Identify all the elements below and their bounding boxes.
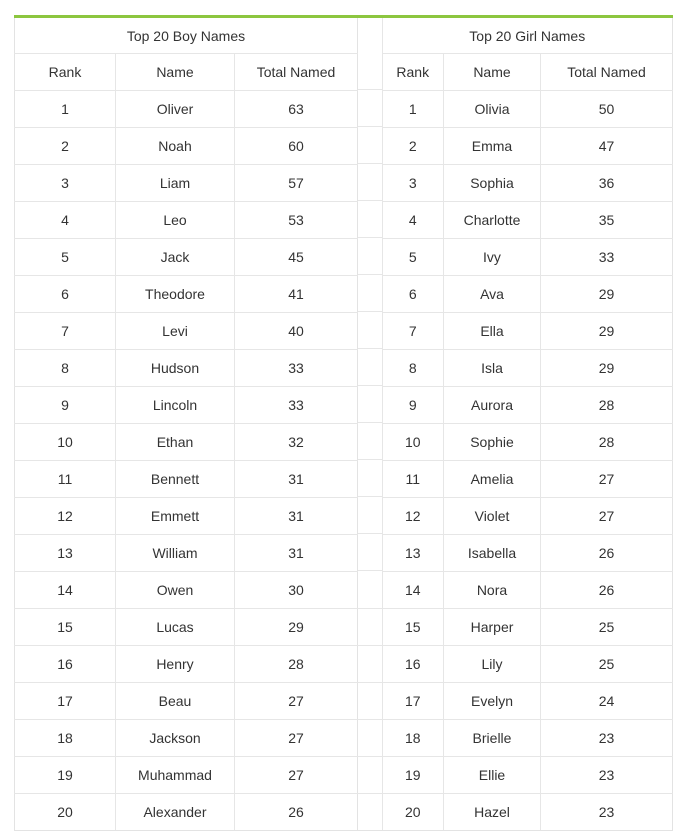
table-gap-row xyxy=(358,201,382,238)
name-cell: Lucas xyxy=(116,609,235,646)
rank-cell: 3 xyxy=(15,165,116,202)
table-gap-cell xyxy=(358,645,382,682)
boy-names-header-row xyxy=(15,54,358,91)
rank-cell: 7 xyxy=(15,313,116,350)
name-cell: Ellie xyxy=(444,757,541,794)
total-cell: 23 xyxy=(541,757,673,794)
rank-cell: 14 xyxy=(383,572,444,609)
name-cell: Sophie xyxy=(444,424,541,461)
rank-cell: 17 xyxy=(383,683,444,720)
rank-cell: 17 xyxy=(15,683,116,720)
column-header-total: Total Named xyxy=(235,54,358,91)
table-gap-cell xyxy=(358,349,382,386)
total-cell: 27 xyxy=(541,461,673,498)
table-gap-cell xyxy=(358,423,382,460)
table-gap-row xyxy=(358,423,382,460)
girl-names-body xyxy=(383,91,673,831)
table-gap-row xyxy=(358,719,382,756)
table-row xyxy=(383,609,673,646)
rank-cell: 16 xyxy=(15,646,116,683)
table-gap-cell xyxy=(358,719,382,756)
table-gap-row xyxy=(358,460,382,497)
name-cell: Muhammad xyxy=(116,757,235,794)
name-cell: Aurora xyxy=(444,387,541,424)
table-gap-cell xyxy=(358,793,382,830)
name-cell: Hazel xyxy=(444,794,541,831)
rank-cell: 10 xyxy=(383,424,444,461)
table-gap-cell xyxy=(358,312,382,349)
name-cell: Sophia xyxy=(444,165,541,202)
total-cell: 28 xyxy=(235,646,358,683)
total-cell: 33 xyxy=(235,350,358,387)
table-gap-row xyxy=(358,682,382,719)
rank-cell: 20 xyxy=(15,794,116,831)
column-header-total: Total Named xyxy=(541,54,673,91)
table-gap-row xyxy=(358,349,382,386)
name-cell: Isla xyxy=(444,350,541,387)
rank-cell: 19 xyxy=(15,757,116,794)
rank-cell: 16 xyxy=(383,646,444,683)
rank-cell: 12 xyxy=(383,498,444,535)
table-row xyxy=(15,498,358,535)
total-cell: 23 xyxy=(541,720,673,757)
table-gap-row xyxy=(358,386,382,423)
total-cell: 27 xyxy=(541,498,673,535)
total-cell: 25 xyxy=(541,646,673,683)
table-row xyxy=(15,165,358,202)
table-gap-row xyxy=(358,645,382,682)
table-row xyxy=(383,535,673,572)
total-cell: 31 xyxy=(235,498,358,535)
total-cell: 28 xyxy=(541,387,673,424)
name-cell: Emmett xyxy=(116,498,235,535)
table-row xyxy=(383,350,673,387)
total-cell: 31 xyxy=(235,535,358,572)
boy-names-body xyxy=(15,91,358,831)
total-cell: 29 xyxy=(235,609,358,646)
total-cell: 29 xyxy=(541,313,673,350)
rank-cell: 13 xyxy=(15,535,116,572)
boy-names-table xyxy=(14,18,358,830)
table-gap-row xyxy=(358,275,382,312)
rank-cell: 4 xyxy=(383,202,444,239)
total-cell: 27 xyxy=(235,757,358,794)
total-cell: 26 xyxy=(541,535,673,572)
table-gap-row xyxy=(358,497,382,534)
table-gap-cell xyxy=(358,534,382,571)
rank-cell: 19 xyxy=(383,757,444,794)
table-row xyxy=(383,239,673,276)
total-cell: 30 xyxy=(235,572,358,609)
name-cell: Levi xyxy=(116,313,235,350)
column-header-name: Name xyxy=(116,54,235,91)
column-header-rank: Rank xyxy=(15,54,116,91)
table-gap xyxy=(358,18,383,830)
table-row xyxy=(15,535,358,572)
table-row xyxy=(383,794,673,831)
name-cell: Olivia xyxy=(444,91,541,128)
tables-row xyxy=(14,18,673,831)
table-gap-cell xyxy=(358,756,382,793)
rank-cell: 5 xyxy=(15,239,116,276)
name-cell: Ava xyxy=(444,276,541,313)
table-gap-cell xyxy=(358,386,382,423)
girl-names-header-row xyxy=(383,54,673,91)
rank-cell: 2 xyxy=(383,128,444,165)
table-row xyxy=(383,165,673,202)
name-cell: Isabella xyxy=(444,535,541,572)
name-cell: Amelia xyxy=(444,461,541,498)
total-cell: 31 xyxy=(235,461,358,498)
table-row xyxy=(383,276,673,313)
table-gap-cell xyxy=(358,571,382,608)
total-cell: 33 xyxy=(235,387,358,424)
table-gap-row xyxy=(358,534,382,571)
table-gap-cell xyxy=(358,275,382,312)
rank-cell: 3 xyxy=(383,165,444,202)
name-cell: Brielle xyxy=(444,720,541,757)
rank-cell: 7 xyxy=(383,313,444,350)
name-cell: Bennett xyxy=(116,461,235,498)
rank-cell: 1 xyxy=(15,91,116,128)
name-cell: Nora xyxy=(444,572,541,609)
name-cell: Alexander xyxy=(116,794,235,831)
table-row xyxy=(15,461,358,498)
table-row xyxy=(383,91,673,128)
rank-cell: 2 xyxy=(15,128,116,165)
rank-cell: 8 xyxy=(15,350,116,387)
rank-cell: 5 xyxy=(383,239,444,276)
boy-names-caption: Top 20 Boy Names xyxy=(15,18,358,54)
table-gap-cell xyxy=(358,497,382,534)
table-gap-cell xyxy=(358,201,382,238)
table-gap-cell xyxy=(358,18,382,53)
table-row xyxy=(383,128,673,165)
total-cell: 24 xyxy=(541,683,673,720)
total-cell: 41 xyxy=(235,276,358,313)
table-gap-row xyxy=(358,571,382,608)
rank-cell: 11 xyxy=(383,461,444,498)
table-row xyxy=(15,683,358,720)
table-row xyxy=(383,424,673,461)
total-cell: 32 xyxy=(235,424,358,461)
girl-names-table xyxy=(383,18,674,830)
name-cell: Ella xyxy=(444,313,541,350)
name-cell: Charlotte xyxy=(444,202,541,239)
column-header-rank: Rank xyxy=(383,54,444,91)
name-cell: Ethan xyxy=(116,424,235,461)
table-row xyxy=(383,313,673,350)
table-row xyxy=(15,239,358,276)
table-gap-cell xyxy=(358,90,382,127)
rank-cell: 1 xyxy=(383,91,444,128)
name-cell: Beau xyxy=(116,683,235,720)
total-cell: 53 xyxy=(235,202,358,239)
table-gap-row xyxy=(358,90,382,127)
name-cell: Emma xyxy=(444,128,541,165)
table-row xyxy=(383,572,673,609)
name-cell: Evelyn xyxy=(444,683,541,720)
rank-cell: 6 xyxy=(383,276,444,313)
table-row xyxy=(15,313,358,350)
total-cell: 26 xyxy=(541,572,673,609)
table-gap-cell xyxy=(358,53,382,90)
table-gap-body xyxy=(358,53,382,830)
table-gap-row xyxy=(358,793,382,830)
names-table-container xyxy=(14,15,673,831)
table-row xyxy=(15,794,358,831)
table-gap-row xyxy=(358,164,382,201)
rank-cell: 9 xyxy=(15,387,116,424)
table-gap-cell xyxy=(358,682,382,719)
rank-cell: 20 xyxy=(383,794,444,831)
name-cell: Ivy xyxy=(444,239,541,276)
table-row xyxy=(15,609,358,646)
total-cell: 45 xyxy=(235,239,358,276)
table-row xyxy=(383,461,673,498)
rank-cell: 12 xyxy=(15,498,116,535)
rank-cell: 8 xyxy=(383,350,444,387)
name-cell: Owen xyxy=(116,572,235,609)
name-cell: Hudson xyxy=(116,350,235,387)
table-gap-row xyxy=(358,608,382,645)
total-cell: 28 xyxy=(541,424,673,461)
name-cell: Harper xyxy=(444,609,541,646)
total-cell: 47 xyxy=(541,128,673,165)
table-gap-cell xyxy=(358,127,382,164)
name-cell: Violet xyxy=(444,498,541,535)
rank-cell: 11 xyxy=(15,461,116,498)
table-gap-cell xyxy=(358,238,382,275)
table-row xyxy=(383,498,673,535)
table-row xyxy=(15,646,358,683)
total-cell: 29 xyxy=(541,350,673,387)
total-cell: 23 xyxy=(541,794,673,831)
name-cell: Jack xyxy=(116,239,235,276)
column-header-name: Name xyxy=(444,54,541,91)
table-gap-row xyxy=(358,53,382,90)
rank-cell: 14 xyxy=(15,572,116,609)
total-cell: 26 xyxy=(235,794,358,831)
rank-cell: 9 xyxy=(383,387,444,424)
total-cell: 33 xyxy=(541,239,673,276)
rank-cell: 18 xyxy=(15,720,116,757)
name-cell: William xyxy=(116,535,235,572)
total-cell: 36 xyxy=(541,165,673,202)
name-cell: Lily xyxy=(444,646,541,683)
total-cell: 40 xyxy=(235,313,358,350)
name-cell: Henry xyxy=(116,646,235,683)
table-gap-cell xyxy=(358,608,382,645)
table-row xyxy=(15,572,358,609)
table-row xyxy=(15,202,358,239)
table-row xyxy=(15,387,358,424)
table-gap-row xyxy=(358,756,382,793)
table-row xyxy=(15,350,358,387)
rank-cell: 15 xyxy=(383,609,444,646)
total-cell: 27 xyxy=(235,683,358,720)
rank-cell: 13 xyxy=(383,535,444,572)
total-cell: 63 xyxy=(235,91,358,128)
table-gap-cell xyxy=(358,460,382,497)
rank-cell: 10 xyxy=(15,424,116,461)
table-row xyxy=(15,128,358,165)
rank-cell: 18 xyxy=(383,720,444,757)
table-row xyxy=(383,720,673,757)
table-row xyxy=(15,276,358,313)
table-gap-row xyxy=(358,312,382,349)
name-cell: Leo xyxy=(116,202,235,239)
rank-cell: 4 xyxy=(15,202,116,239)
name-cell: Theodore xyxy=(116,276,235,313)
table-row xyxy=(383,202,673,239)
rank-cell: 15 xyxy=(15,609,116,646)
name-cell: Noah xyxy=(116,128,235,165)
name-cell: Liam xyxy=(116,165,235,202)
total-cell: 25 xyxy=(541,609,673,646)
total-cell: 57 xyxy=(235,165,358,202)
table-row xyxy=(383,683,673,720)
total-cell: 50 xyxy=(541,91,673,128)
name-cell: Lincoln xyxy=(116,387,235,424)
total-cell: 35 xyxy=(541,202,673,239)
table-row xyxy=(383,757,673,794)
table-row xyxy=(15,720,358,757)
name-cell: Jackson xyxy=(116,720,235,757)
girl-names-caption: Top 20 Girl Names xyxy=(383,18,673,54)
table-gap-row xyxy=(358,127,382,164)
rank-cell: 6 xyxy=(15,276,116,313)
table-row xyxy=(15,424,358,461)
name-cell: Oliver xyxy=(116,91,235,128)
total-cell: 29 xyxy=(541,276,673,313)
table-row xyxy=(15,757,358,794)
table-gap-cell xyxy=(358,164,382,201)
table-row xyxy=(15,91,358,128)
total-cell: 60 xyxy=(235,128,358,165)
total-cell: 27 xyxy=(235,720,358,757)
table-row xyxy=(383,387,673,424)
table-row xyxy=(383,646,673,683)
table-gap-row xyxy=(358,238,382,275)
